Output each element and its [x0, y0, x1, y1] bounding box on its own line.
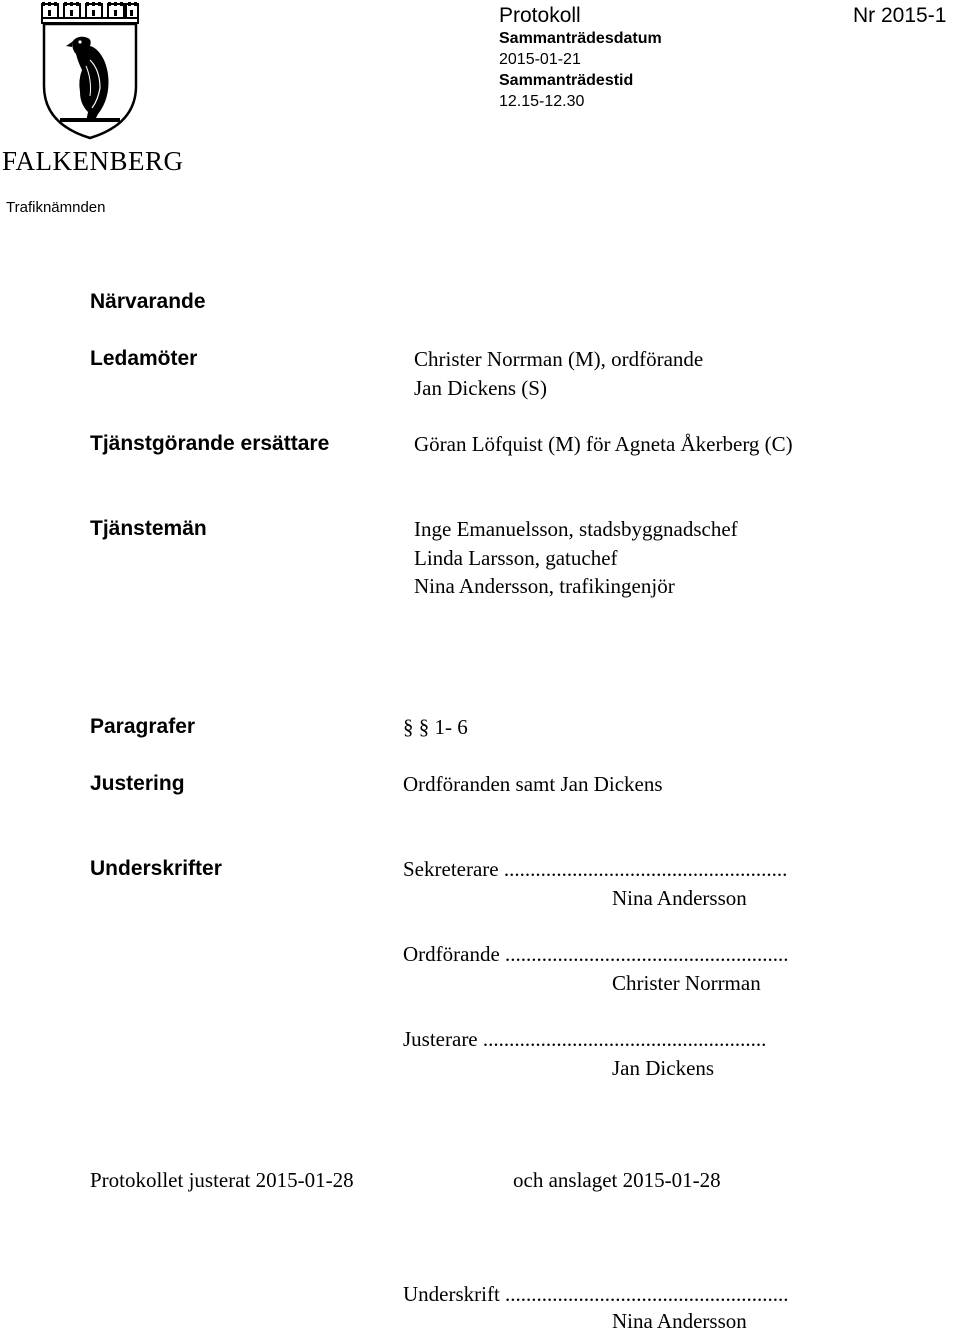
signature-name: Nina Andersson: [612, 886, 747, 910]
signature-name: Jan Dickens: [612, 1056, 715, 1080]
signature-name: Christer Norrman: [612, 971, 761, 995]
substitutes-label: Tjänstgörande ersättare: [90, 432, 330, 455]
attendance-heading: Närvarande: [90, 290, 206, 313]
department-name: Trafiknämnden: [6, 199, 106, 216]
paragraphs-label: Paragrafer: [90, 715, 196, 738]
signature-role-line: Sekreterare ......................................................: [403, 857, 788, 881]
adjusted-date-text: Protokollet justerat 2015-01-28: [90, 1168, 354, 1192]
footer-signature-name: Nina Andersson: [612, 1309, 747, 1333]
official-line: Nina Andersson, trafikingenjör: [414, 574, 675, 598]
footer-signature-line: Underskrift ......................................................: [403, 1282, 789, 1306]
official-line: Linda Larsson, gatuchef: [414, 546, 618, 570]
document-title: Protokoll: [499, 4, 581, 27]
members-label: Ledamöter: [90, 347, 198, 370]
meeting-date-value: 2015-01-21: [499, 51, 581, 68]
meeting-time-value: 12.15-12.30: [499, 93, 585, 110]
adjustment-label: Justering: [90, 772, 185, 795]
meeting-time-label: Sammanträdestid: [499, 72, 634, 89]
officials-label: Tjänstemän: [90, 517, 207, 540]
paragraphs-value: § § 1- 6: [403, 715, 468, 739]
adjustment-value: Ordföranden samt Jan Dickens: [403, 772, 663, 796]
logo-wordmark: FALKENBERG: [2, 146, 184, 176]
signature-role-line: Ordförande ......................................................: [403, 942, 789, 966]
substitute-line: Göran Löfquist (M) för Agneta Åkerberg (C): [414, 432, 793, 456]
document-number: Nr 2015-1: [853, 4, 947, 27]
posted-date-text: och anslaget 2015-01-28: [513, 1168, 721, 1192]
signature-role-line: Justerare ......................................................: [403, 1027, 767, 1051]
signatures-label: Underskrifter: [90, 857, 222, 880]
official-line: Inge Emanuelsson, stadsbyggnadschef: [414, 517, 738, 541]
falcon-crest-icon: [38, 0, 142, 140]
member-line: Christer Norrman (M), ordförande: [414, 347, 704, 371]
member-line: Jan Dickens (S): [414, 376, 547, 400]
meeting-date-label: Sammanträdesdatum: [499, 30, 662, 47]
